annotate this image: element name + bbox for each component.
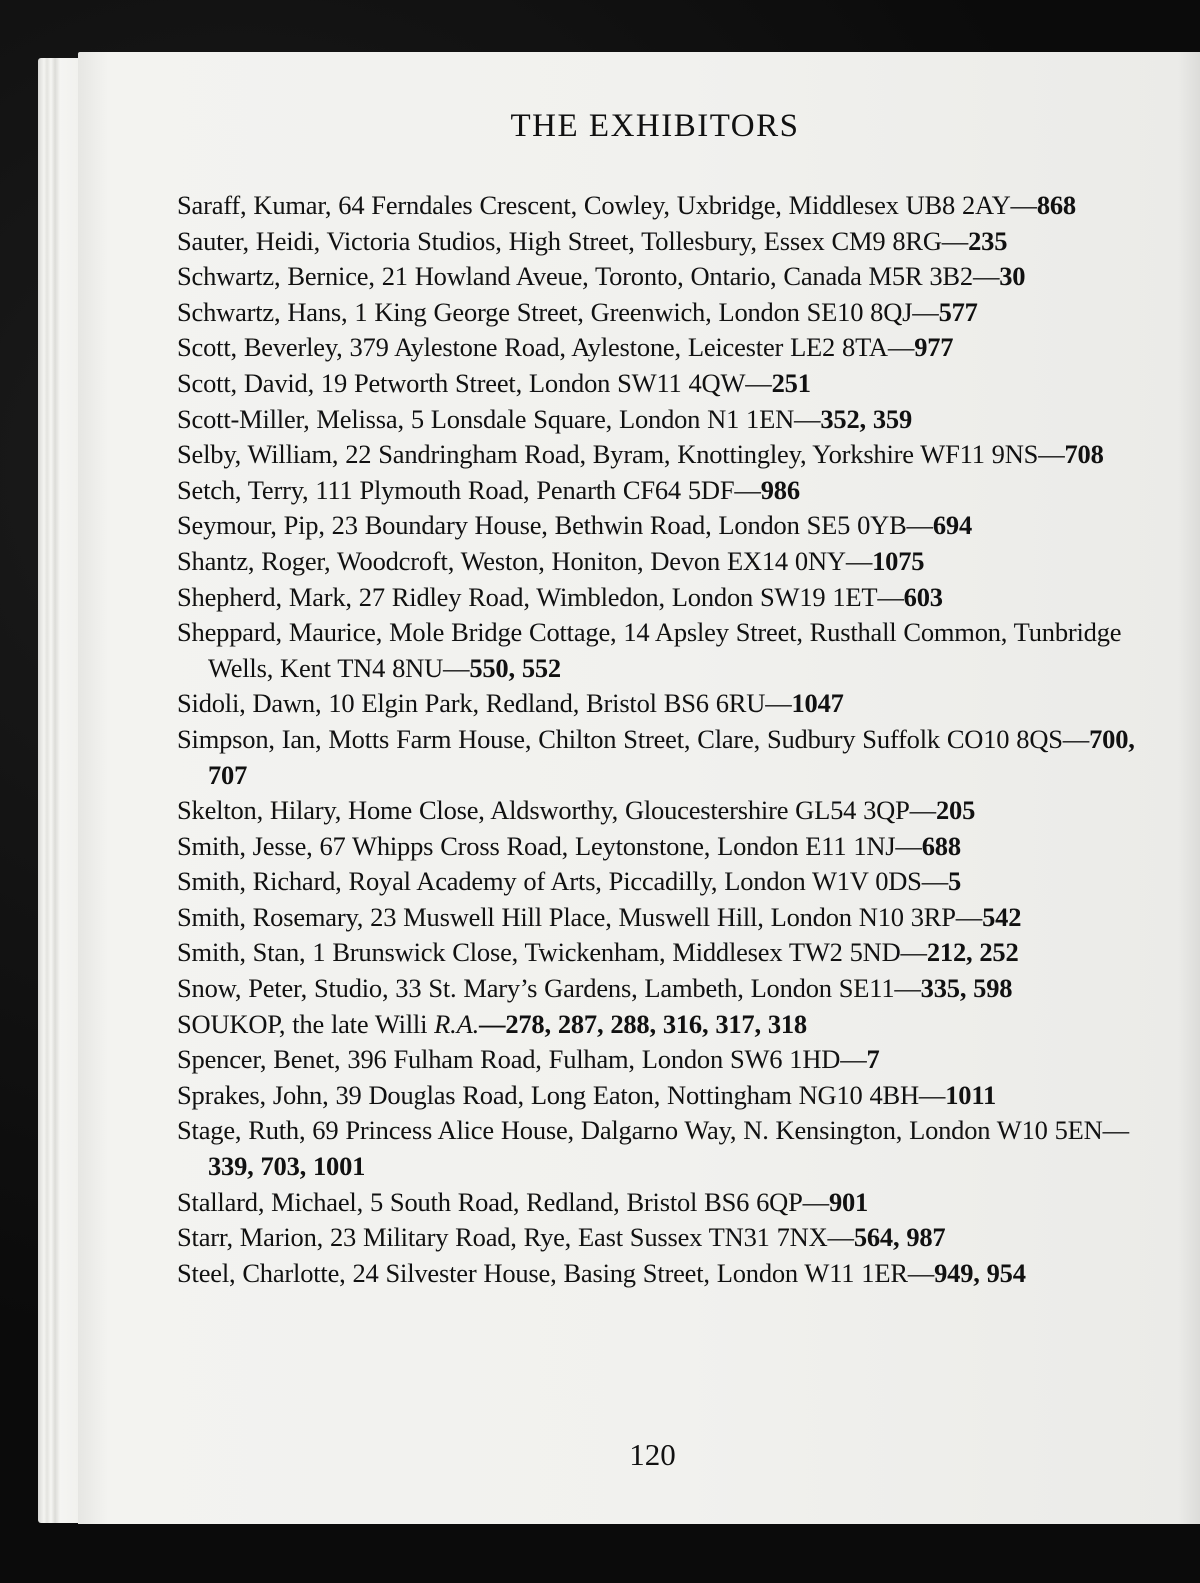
exhibitor-entry: Scott-Miller, Melissa, 5 Lonsdale Square, London N1 1EN—352, 359	[177, 403, 912, 434]
exhibitor-entry: Smith, Rosemary, 23 Muswell Hill Place, Muswell Hill, London N10 3RP—542	[177, 901, 1022, 932]
exhibitor-entry: Seymour, Pip, 23 Boundary House, Bethwin Road, London SE5 0YB—694	[177, 510, 972, 541]
exhibitor-entry: Smith, Jesse, 67 Whipps Cross Road, Leytonstone, London E11 1NJ—688	[177, 830, 961, 861]
exhibitor-entry: Sidoli, Dawn, 10 Elgin Park, Redland, Bristol BS6 6RU—1047	[177, 688, 844, 719]
exhibitor-entry: Saraff, Kumar, 64 Ferndales Crescent, Cowley, Uxbridge, Middlesex UB8 2AY—868	[177, 190, 1076, 220]
exhibitor-entry: Sauter, Heidi, Victoria Studios, High Street, Tollesbury, Essex CM9 8RG—235	[177, 225, 1008, 256]
exhibitor-list	[177, 188, 1147, 1291]
page-number: 120	[629, 1437, 676, 1472]
page-header-title: THE EXHIBITORS	[510, 108, 800, 144]
exhibitor-entry: Stallard, Michael, 5 South Road, Redland, Bristol BS6 6QP—901	[177, 1186, 869, 1217]
exhibitor-entry: Scott, David, 19 Petworth Street, London SW11 4QW—251	[177, 367, 811, 398]
exhibitor-entry: Spencer, Benet, 396 Fulham Road, Fulham, London SW6 1HD—7	[177, 1044, 880, 1075]
exhibitor-entry: Sheppard, Maurice, Mole Bridge Cottage, 14 Apsley Street, Rusthall Common, Tunbridge Wells, Kent TN4 8NU—550, 552	[177, 617, 1122, 683]
exhibitor-entry: Starr, Marion, 23 Military Road, Rye, East Sussex TN31 7NX—564, 987	[177, 1222, 946, 1253]
exhibitor-entry: Stage, Ruth, 69 Princess Alice House, Dalgarno Way, N. Kensington, London W10 5EN—339, 703, 1001	[177, 1115, 1129, 1182]
exhibitor-entry: Selby, William, 22 Sandringham Road, Byram, Knottingley, Yorkshire WF11 9NS—708	[177, 439, 1104, 470]
exhibitor-entry: Smith, Stan, 1 Brunswick Close, Twickenham, Middlesex TW2 5ND—212, 252	[177, 937, 1019, 968]
exhibitor-entry: Smith, Richard, Royal Academy of Arts, Piccadilly, London W1V 0DS—5	[177, 866, 962, 897]
exhibitor-entry: Shantz, Roger, Woodcroft, Weston, Honiton, Devon EX14 0NY—1075	[177, 545, 925, 576]
exhibitor-entry: Schwartz, Hans, 1 King George Street, Greenwich, London SE10 8QJ—577	[177, 296, 978, 327]
exhibitor-entry: Shepherd, Mark, 27 Ridley Road, Wimbledon, London SW19 1ET—603	[177, 581, 943, 612]
exhibitor-entry: Skelton, Hilary, Home Close, Aldsworthy, Gloucestershire GL54 3QP—205	[177, 795, 976, 826]
exhibitor-entry: Simpson, Ian, Motts Farm House, Chilton Street, Clare, Sudbury Suffolk CO10 8QS—700, 707	[177, 723, 1135, 790]
exhibitor-entry: Snow, Peter, Studio, 33 St. Mary’s Gardens, Lambeth, London SE11—335, 598	[177, 973, 1013, 1004]
exhibitor-entry: SOUKOP, the late Willi R.A.—278, 287, 288, 316, 317, 318	[177, 1008, 807, 1039]
exhibitor-entry: Steel, Charlotte, 24 Silvester House, Basing Street, London W11 1ER—949, 954	[177, 1257, 1026, 1288]
exhibitor-entry: Scott, Beverley, 379 Aylestone Road, Aylestone, Leicester LE2 8TA—977	[177, 332, 954, 363]
exhibitor-entry: Setch, Terry, 111 Plymouth Road, Penarth CF64 5DF—986	[177, 474, 800, 505]
exhibitor-entry: Schwartz, Bernice, 21 Howland Aveue, Toronto, Ontario, Canada M5R 3B2—30	[177, 261, 1026, 292]
exhibitor-entry: Sprakes, John, 39 Douglas Road, Long Eaton, Nottingham NG10 4BH—1011	[177, 1079, 996, 1110]
